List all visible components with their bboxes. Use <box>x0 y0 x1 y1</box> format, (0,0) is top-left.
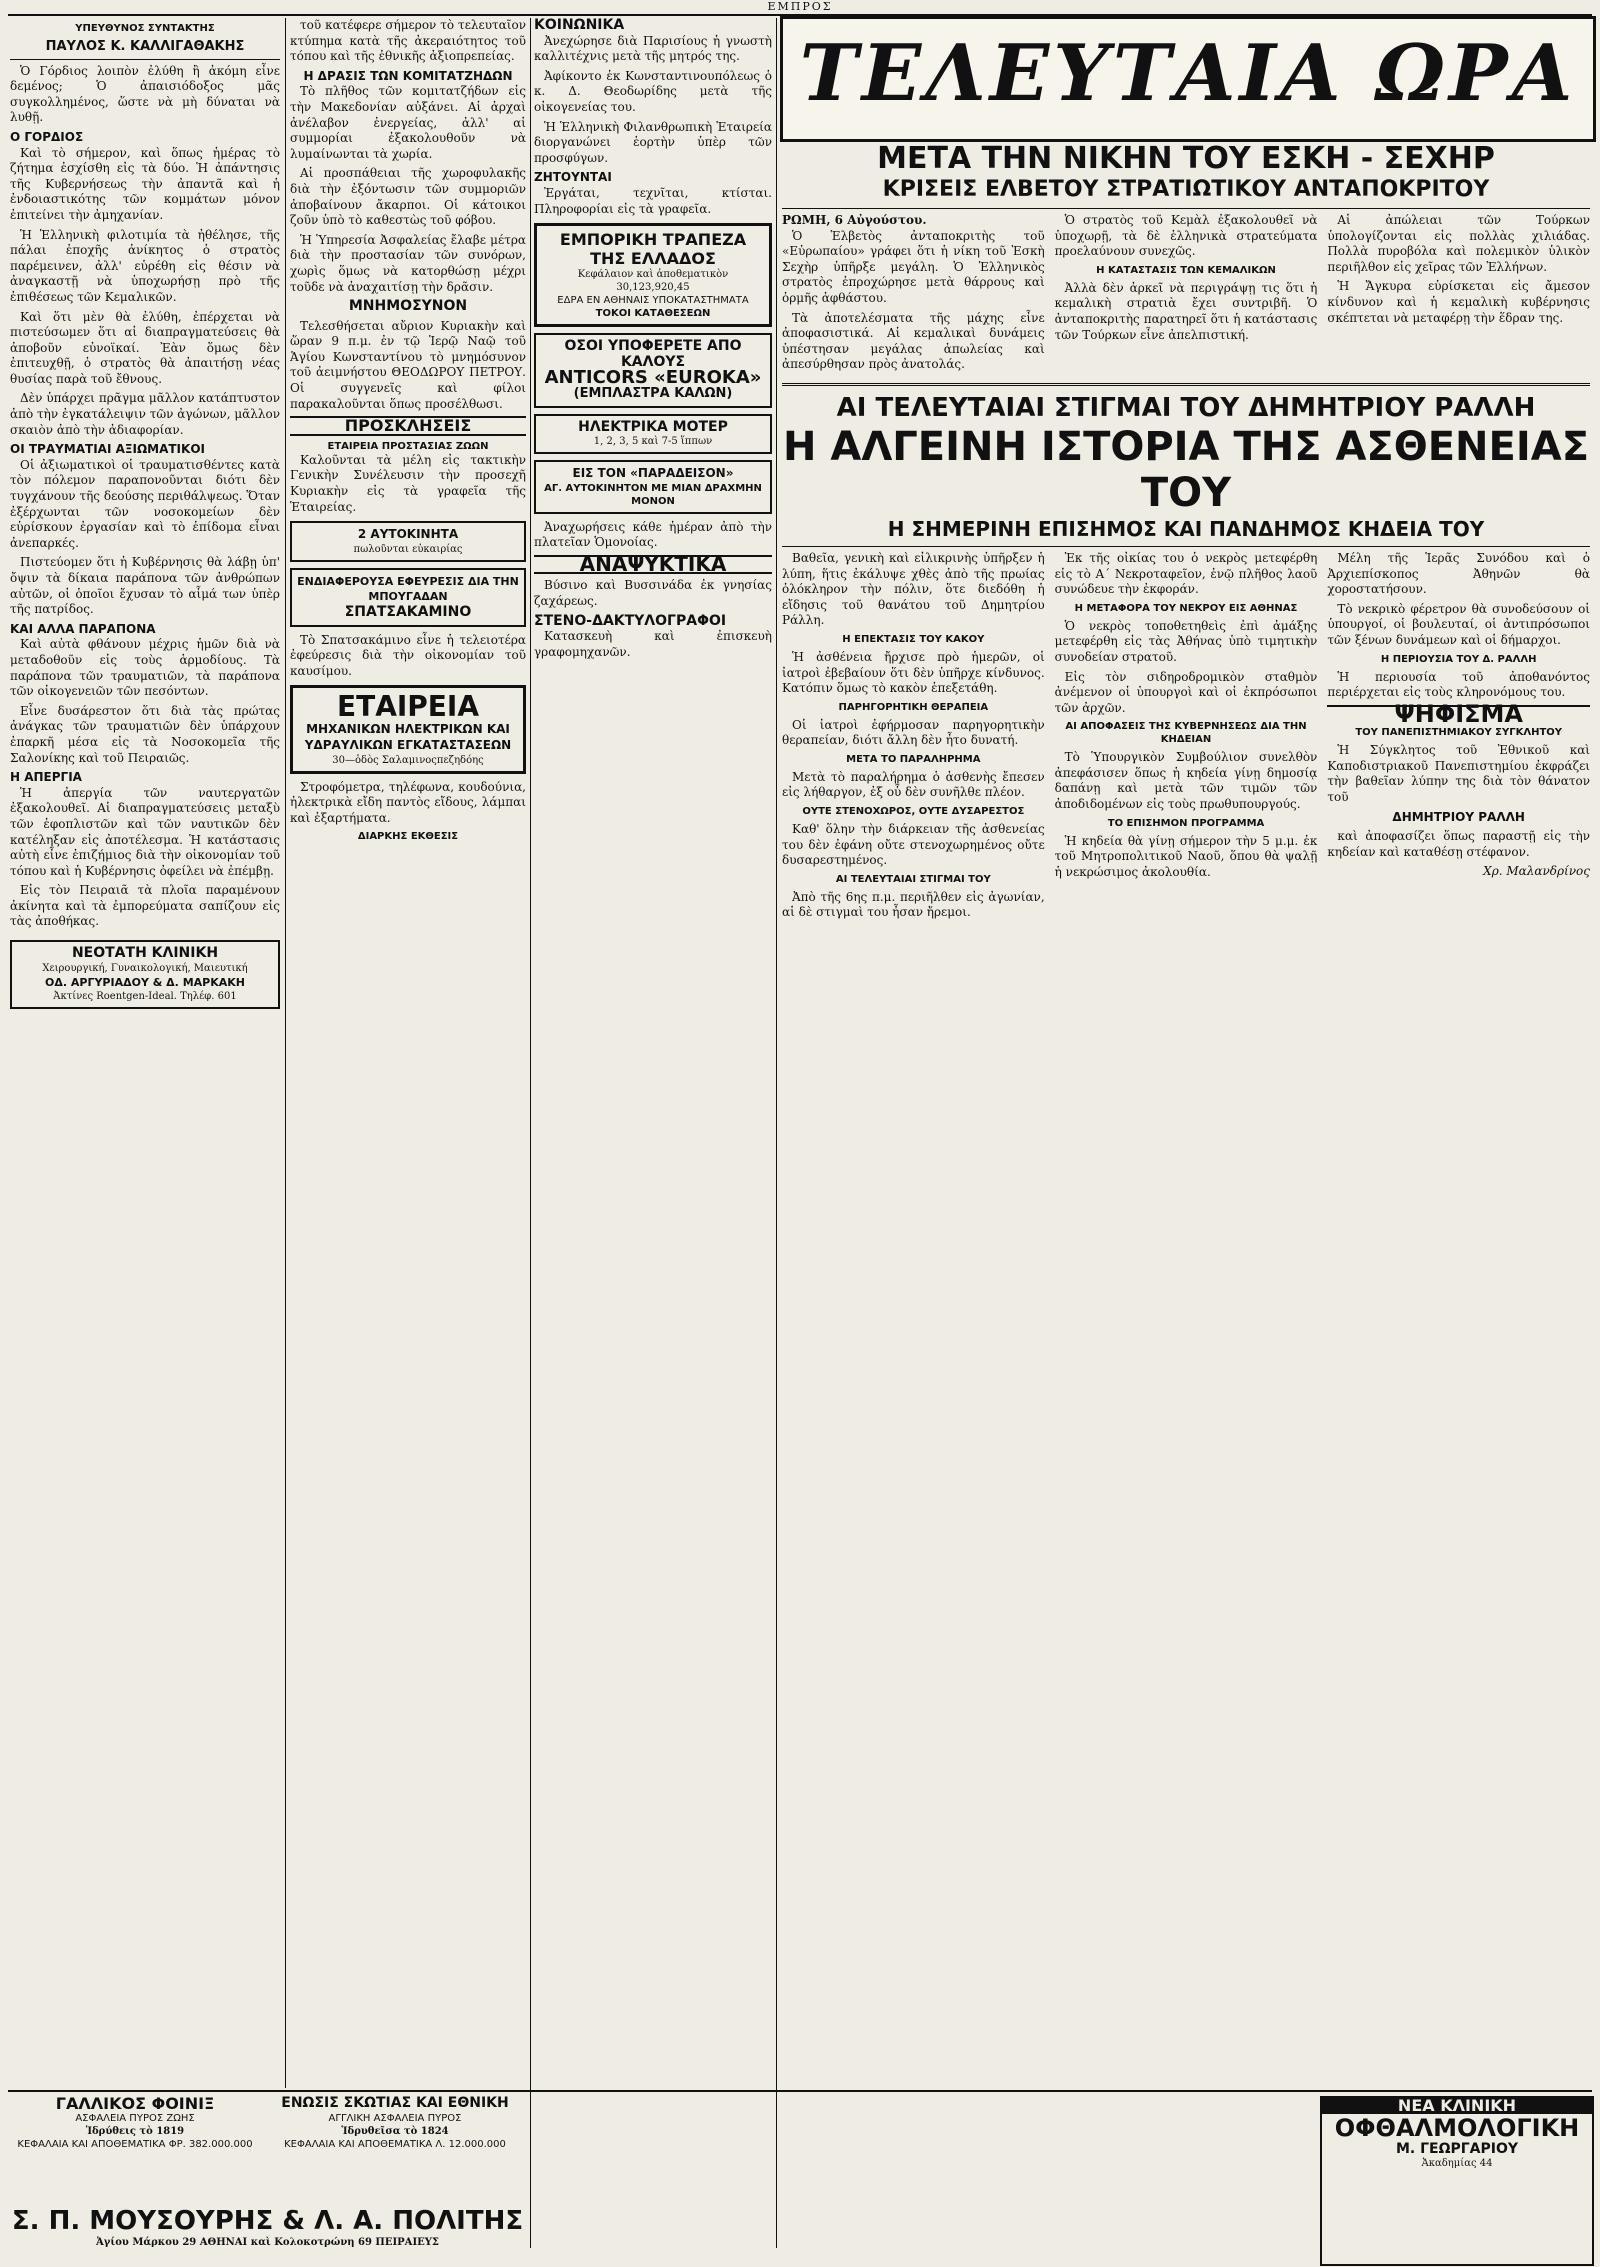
ad-etaireia <box>290 685 526 773</box>
ad-eye-clinic <box>1320 2096 1594 2266</box>
ad-skotia-sub: ΑΓΓΛΙΚΗ ΑΣΦΑΛΕΙΑ ΠΥΡΟΣ <box>328 2112 462 2124</box>
column-1: ΥΠΕΥΘΥΝΟΣ ΣΥΝΤΑΚΤΗΣ ΠΑΥΛΟΣ Κ. ΚΑΛΛΙΓΑΘΑΚΗΣ Ὁ Γόρδιος λοιπὸν ἐλύθη ἢ ἀκόμη εἶνε δεμένος; Ὁ ἀπαισιόδοξος μᾶς συγκολλημένος, ὥστε νὰ μὴ δύναται νὰ λυθῇ. Ο ΓΟΡΔΙΟΣ Καὶ τὸ σήμερον, καὶ ὅπως ἡμέρας τὸ ζήτημα ἐσχίσθη εἰς τὰ δύο. Ἡ ἀπάντησις τῆς Κυβερνήσεως τὴν ἀπαντᾶ καὶ ἡ ἐνδοιαστικότης τῶν κομμάτων μόνον ἐπιτείνει τὴν ἀμηχανίαν. Ἡ Ἑλληνικὴ φιλοτιμία τὰ ἠθέλησε, τῆς πάλαι ἐποχῆς ἀνίκητος ὁ στρατὸς παρέμεινεν, ἀλλ' εὑρέθη εἰς θέσιν νὰ ἀναγκαστῇ νὰ ὑποχωρήσῃ πρὸ τῆς ἐπιθέσεως τῶν Κεμαλικῶν. Καὶ ὅτι μὲν θὰ ἐλύθη, ἐπέρχεται νὰ πιστεύσωμεν ὅτι αἱ διαπραγματεύσεις θὰ ἀποβοῦν εὐνοϊκαί. Ἐὰν ὅμως δὲν ἐπιτευχθῇ, ὁ στρατὸς θὰ ἀπαιτήσῃ νέας θυσίας παρὰ τοῦ ἔθνους. Δὲν ὑπάρχει πρᾶγμα μᾶλλον κατάπτυστον ἀπὸ τὴν ἐγκατάλειψιν τῶν ἀγώνων, μᾶλλον σκαιὸν ἀπὸ τὴν ἀδιαφορίαν. ΟΙ ΤΡΑΥΜΑΤΙΑΙ ΑΞΙΩΜΑΤΙΚΟΙ Οἱ ἀξιωματικοὶ οἱ τραυματισθέντες κατὰ τὸν πόλεμον παραπονοῦνται διότι δὲν τυγχάνουν τῆς δεούσης περιθάλψεως. Ὅταν ἐξέρχωνται τῶν νοσοκομείων δὲν εὑρίσκουν ἐργασίαν καὶ τὸ ἐπίδομα εἶναι ἀνεπαρκές. Πιστεύομεν ὅτι ἡ Κυβέρνησις θὰ λάβῃ ὑπ' ὄψιν τὰ δίκαια παράπονα τῶν ἀνθρώπων αὐτῶν, οἱ ὁποῖοι ἔχυσαν τὸ αἷμά των ὑπὲρ τῆς πατρίδος. ΚΑΙ ΑΛΛΑ ΠΑΡΑΠΟΝΑ Καὶ αὐτὰ φθάνουν μέχρις ἡμῶν διὰ νὰ μεταδοθοῦν εἰς τοὺς ἁρμοδίους. Τὰ παράπονα τῶν τραυματιῶν, τὰ παράπονα τῶν οἰκογενειῶν τῶν πεσόντων. Εἶνε δυσάρεστον ὅτι διὰ τὰς πρώτας ἀνάγκας τῶν τραυματιῶν δὲν ὑπάρχουν ἐπαρκῆ μέσα εἰς τὰ Νοσοκομεῖα τῆς Σαλονίκης καὶ τοῦ Πειραιῶς. Η ΑΠΕΡΓΙΑ Ἡ ἀπεργία τῶν ναυτεργατῶν ἐξακολουθεῖ. Αἱ διαπραγματεύσεις μεταξὺ τῶν ἐφοπλιστῶν καὶ τῶν ναυτικῶν δὲν κατέληξαν εἰς ἀποτέλεσμα. Ἡ κατάστασις αὐτὴ εἶνε ἐπιζήμιος διὰ τὴν οἰκονομίαν τοῦ τόπου καὶ ἡ Κυβέρνησις ὀφείλει νὰ ἐπέμβῃ. Εἰς τὸν Πειραιᾶ τὰ πλοῖα παραμένουν ἀκίνητα καὶ τὰ ἐμπορεύματα σαπίζουν εἰς τὰς ἀποθήκας. ΝΕΟΤΑΤΗ ΚΛΙΝΙΚΗ Χειρουργική, Γυναικολογική, Μαιευτική ΟΔ. ΑΡΓΥΡΙΑΔΟΥ & Δ. ΜΑΡΚΑΚΗ Ἀκτίνες Roentgen-Ideal. Τηλέφ. 601 <box>10 18 280 2088</box>
section-prosklisis: ΠΡΟΣΚΛΗΣΕΙΣ <box>290 416 526 436</box>
ad-autokinita: 2 ΑΥΤΟΚΙΝΗΤΑ πωλοῦνται εὐκαιρίας <box>290 521 526 562</box>
sub-kemalikon: Η ΚΑΤΑΣΤΑΣΙΣ ΤΩΝ ΚΕΜΑΛΙΚΩΝ <box>1096 264 1276 276</box>
section-mnimosyno: ΜΝΗΜΟΣΥΝΟΝ <box>348 298 468 315</box>
ad-galliko-year: Ἱδρύθεις τὸ 1819 <box>85 2125 185 2137</box>
sub-apofaseis: ΑΙ ΑΠΟΦΑΣΕΙΣ ΤΗΣ ΚΥΒΕΡΝΗΣΕΩΣ ΔΙΑ ΤΗΝ ΚΗΔΕΙΑΝ <box>1065 721 1307 746</box>
ad-spatsakamino: ΣΠΑΤΣΑΚΑΜΙΝΟ <box>344 604 472 620</box>
ad-eye-clinic-title: ΟΦΘΑΛΜΟΛΟΓΙΚΗ <box>1334 2113 1580 2142</box>
ad-kalous <box>534 333 772 407</box>
sub-metafora: Η ΜΕΤΑΦΟΡΑ ΤΟΥ ΝΕΚΡΟΥ ΕΙΣ ΑΘΗΝΑΣ <box>1074 602 1298 614</box>
section-gordios: Ο ΓΟΡΔΙΟΣ <box>10 129 84 144</box>
sub-epektasis: Η ΕΠΕΚΤΑΣΙΣ ΤΟΥ ΚΑΚΟΥ <box>842 633 985 645</box>
ad-kalous-title: ΟΣΟΙ ΥΠΟΦΕΡΕΤΕ ΑΠΟ ΚΑΛΟΥΣ <box>564 338 742 370</box>
ad-motor <box>534 414 772 455</box>
ad-anayktika: ΑΝΑΨΥΚΤΙΚΑ <box>534 555 772 575</box>
ad-clinic-address: Ἀκτίνες Roentgen-Ideal. Τηλέφ. 601 <box>53 991 237 1003</box>
headline-5: Η ΣΗΜΕΡΙΝΗ ΕΠΙΣΗΜΟΣ ΚΑΙ ΠΑΝΔΗΜΟΣ ΚΗΔΕΙΑ ΤΟΥ <box>887 516 1485 541</box>
ad-galliko-cap: ΚΕΦΑΛΑΙΑ ΚΑΙ ΑΠΟΘΕΜΑΤΙΚΑ ΦΡ. 382.000.000 <box>17 2138 253 2150</box>
banner-box <box>780 16 1596 142</box>
sub-stenochoros: ΟΥΤΕ ΣΤΕΝΟΧΩΡΟΣ, ΟΥΤΕ ΔΥΣΑΡΕΣΤΟΣ <box>802 806 1025 818</box>
ad-eye-clinic-new: ΝΕΑ ΚΛΙΝΙΚΗ <box>1322 2098 1592 2114</box>
ad-eye-clinic-doctor: Μ. ΓΕΩΡΓΑΡΙΟΥ <box>1395 2140 1519 2157</box>
ad-trapeza-title: ΕΜΠΟΡΙΚΗ ΤΡΑΠΕΖΑ ΤΗΣ ΕΛΛΑΔΟΣ <box>559 230 747 269</box>
column-2: τοῦ κατέφερε σήμερον τὸ τελευταῖον κτύπημα κατὰ τῆς ἀκεραιότητος τοῦ τόπου καὶ τῆς ἐθνικῆς ἀξιοπρεπείας. Η ΔΡΑΣΙΣ ΤΩΝ ΚΟΜΙΤΑΤΖΗΔΩΝ Τὸ πλῆθος τῶν κομιτατζήδων εἰς τὴν Μακεδονίαν αὐξάνει. Αἱ ἀρχαὶ ἀνέλαβον ἐνεργείας, ἀλλ' αἱ συμμορίαι ἐξακολουθοῦν νὰ λυμαίνωνται τὰ χωρία. Αἱ προσπάθειαι τῆς χωροφυλακῆς διὰ τὴν ἐξόντωσιν τῶν συμμοριῶν ἀποβαίνουν ἄκαρποι. Οἱ κάτοικοι ζοῦν ὑπὸ τὸ καθεστὼς τοῦ φόβου. Ἡ Ὑπηρεσία Ἀσφαλείας ἔλαβε μέτρα διὰ τὴν προστασίαν τῶν συνόρων, χωρὶς ὅμως νὰ κατορθώσῃ μέχρι τοῦδε νὰ ἀναχαιτίσῃ τὴν δρᾶσιν. ΜΝΗΜΟΣΥΝΟΝ Τελεσθήσεται αὔριον Κυριακὴν καὶ ὥραν 9 π.μ. ἐν τῷ Ἱερῷ Ναῷ τοῦ Ἁγίου Κωνσταντίνου τὸ μνημόσυνον τοῦ ἀειμνήστου ΘΕΟΔΩΡΟΥ ΠΕΤΡΟΥ. Οἱ συγγενεῖς καὶ φίλοι παρακαλοῦνται ὅπως προσέλθωσι. ΠΡΟΣΚΛΗΣΕΙΣ ΕΤΑΙΡΕΙΑ ΠΡΟΣΤΑΣΙΑΣ ΖΩΩΝ Καλοῦνται τὰ μέλη εἰς τακτικὴν Γενικὴν Συνέλευσιν τὴν προσεχῆ Κυριακὴν εἰς τὰ γραφεῖα τῆς Ἑταιρείας. 2 ΑΥΤΟΚΙΝΗΤΑ πωλοῦνται εὐκαιρίας ΕΝΔΙΑΦΕΡΟΥΣΑ ΕΦΕΥΡΕΣΙΣ ΔΙΑ ΤΗΝ ΜΠΟΥΓΑΔΑΝ ΣΠΑΤΣΑΚΑΜΙΝΟ Τὸ Σπατσακάμινο εἶνε ἡ τελειοτέρα ἐφεύρεσις διὰ τὴν οἰκονομίαν τοῦ καυσίμου. ΕΤΑΙΡΕΙΑ ΜΗΧΑΝΙΚΩΝ ΗΛΕΚΤΡΙΚΩΝ ΚΑΙ ΥΔΡΑΥΛΙΚΩΝ ΕΓΚΑΤΑΣΤΑΣΕΩΝ 30—ὁδὸς Σαλαμινοςπεζηδόης Στροφόμετρα, τηλέφωνα, κουδούνια, ἠλεκτρικὰ εἴδη παντὸς εἴδους, λάμπαι καὶ ἐξαρτήματα. ΔΙΑΡΚΗΣ ΕΚΘΕΣΙΣ <box>290 18 526 843</box>
ad-paradeisos <box>534 460 772 514</box>
headline-4: Η ΑΛΓΕΙΝΗ ΙΣΤΟΡΙΑ ΤΗΣ ΑΣΘΕΝΕΙΑΣ ΤΟΥ <box>782 423 1590 516</box>
prosklisis-sub: ΕΤΑΙΡΕΙΑ ΠΡΟΣΤΑΣΙΑΣ ΖΩΩΝ <box>327 440 489 452</box>
sub-periousia: Η ΠΕΡΙΟΥΣΙΑ ΤΟΥ Δ. ΡΑΛΛΗ <box>1380 653 1537 665</box>
sub-parakmi: ΜΕΤΑ ΤΟ ΠΑΡΑΛΗΡΗΜΑ <box>846 753 981 765</box>
ad-skotia-cap: ΚΕΦΑΛΑΙΑ ΚΑΙ ΑΠΟΘΕΜΑΤΙΚΑ Λ. 12.000.000 <box>284 2138 506 2150</box>
ad-clinic: ΝΕΟΤΑΤΗ ΚΛΙΝΙΚΗ Χειρουργική, Γυναικολογική, Μαιευτική ΟΔ. ΑΡΓΥΡΙΑΔΟΥ & Δ. ΜΑΡΚΑΚΗ Ἀκτίνες Roentgen-Ideal. Τηλέφ. 601 <box>10 940 280 1009</box>
section-apergia: Η ΑΠΕΡΓΙΑ <box>10 770 82 785</box>
column-divider <box>285 18 286 2088</box>
ad-autokinito: ΑΓ. ΑΥΤΟΚΙΝΗΤΟΝ ΜΕ ΜΙΑΝ ΔΡΑΧΜΗΝ ΜΟΝΟΝ <box>544 482 762 507</box>
banner-title: ΤΕΛΕΥΤΑΙΑ ΩΡΑ <box>799 28 1577 119</box>
ad-anticors: ANTICORS «EUROKA» <box>544 367 762 389</box>
ad-anticors-sub: (ΕΜΠΛΑΣΤΡΑ ΚΑΛΩΝ) <box>573 385 733 401</box>
column-3: ΚΟΙΝΩΝΙΚΑ Ἀνεχώρησε διὰ Παρισίους ἡ γνωστὴ καλλιτέχνις μετὰ τῆς μητρός της. Ἀφίκοντο ἐκ Κωνσταντινουπόλεως ὁ κ. Δ. Θεοδωρίδης μετὰ τῆς οἰκογενείας του. Ἡ Ἑλληνικὴ Φιλανθρωπικὴ Ἑταιρεία διοργανώνει ἑορτὴν ὑπὲρ τῶν προσφύγων. ΖΗΤΟΥΝΤΑΙ Ἐργάται, τεχνῖται, κτίσται. Πληροφορίαι εἰς τὰ γραφεῖα. ΕΜΠΟΡΙΚΗ ΤΡΑΠΕΖΑ ΤΗΣ ΕΛΛΑΔΟΣ Κεφάλαιον καὶ ἀποθεματικὸν 30,123,920,45 ΕΔΡΑ ΕΝ ΑΘΗΝΑΙΣ ΥΠΟΚΑΤΑΣΤΗΜΑΤΑ ΤΟΚΟΙ ΚΑΤΑΘΕΣΕΩΝ ΟΣΟΙ ΥΠΟΦΕΡΕΤΕ ΑΠΟ ΚΑΛΟΥΣ ANTICORS «EUROKA» (ΕΜΠΛΑΣΤΡΑ ΚΑΛΩΝ) ΗΛΕΚΤΡΙΚΑ ΜΟΤΕΡ 1, 2, 3, 5 καὶ 7-5 ἵππων ΕΙΣ ΤΟΝ «ΠΑΡΑΔΕΙΣΟΝ» ΑΓ. ΑΥΤΟΚΙΝΗΤΟΝ ΜΕ ΜΙΑΝ ΔΡΑΧΜΗΝ ΜΟΝΟΝ Ἀναχωρήσεις κάθε ἡμέραν ἀπὸ τὴν πλατεῖαν Ὁμονοίας. ΑΝΑΨΥΚΤΙΚΑ Βύσινο καὶ Βυσσινάδα ἐκ γνησίας ζαχάρεως. ΣΤΕΝΟ-ΔΑΚΤΥΛΟΓΡΑΦΟΙ Κατασκευὴ καὶ ἐπισκευὴ γραφομηχανῶν. <box>534 18 772 659</box>
psifisma-sub: ΤΟΥ ΠΑΝΕΠΙΣΤΗΜΙΑΚΟΥ ΣΥΓΚΛΗΤΟΥ <box>1355 727 1563 739</box>
ad-skotia-title: ΕΝΩΣΙΣ ΣΚΩΤΙΑΣ ΚΑΙ ΕΘΝΙΚΗ <box>281 2096 509 2111</box>
ad-motor-spec: 1, 2, 3, 5 καὶ 7-5 ἵππων <box>593 436 713 448</box>
headline-3: ΑΙ ΤΕΛΕΥΤΑΙΑΙ ΣΤΙΓΜΑΙ ΤΟΥ ΔΗΜΗΤΡΙΟΥ ΡΑΛΛΗ <box>836 392 1536 423</box>
headline-1: ΜΕΤΑ ΤΗΝ ΝΙΚΗΝ ΤΟΥ ΕΣΚΗ - ΣΕΧΗΡ <box>877 142 1495 176</box>
psifisma: ΨΗΦΙΣΜΑ <box>1327 705 1590 723</box>
headline-2: ΚΡΙΣΕΙΣ ΕΛΒΕΤΟΥ ΣΤΡΑΤΙΩΤΙΚΟΥ ΑΝΤΑΠΟΚΡΙΤΟΥ <box>882 177 1490 202</box>
ad-skotia <box>270 2096 520 2206</box>
ad-efevresis <box>290 568 526 627</box>
ad-agents-name: Σ. Π. ΜΟΥΣΟΥΡΗΣ & Λ. Α. ΠΟΛΙΤΗΣ <box>11 2206 524 2236</box>
section-drasis: Η ΔΡΑΣΙΣ ΤΩΝ ΚΟΜΙΤΑΤΖΗΔΩΝ <box>303 68 513 83</box>
ad-trapeza-hq: ΕΔΡΑ ΕΝ ΑΘΗΝΑΙΣ ΥΠΟΚΑΤΑΣΤΗΜΑΤΑ <box>557 295 749 307</box>
byline-title: ΥΠΕΥΘΥΝΟΣ ΣΥΝΤΑΚΤΗΣ <box>75 23 215 34</box>
masthead: ΕΜΠΡΟΣ <box>767 0 833 13</box>
ad-galliko-title: ΓΑΛΛΙΚΟΣ ΦΟΙΝΙΞ <box>55 2096 215 2113</box>
byline-name: ΠΑΥΛΟΣ Κ. ΚΑΛΛΙΓΑΘΑΚΗΣ <box>45 39 245 54</box>
ad-steno: ΣΤΕΝΟ-ΔΑΚΤΥΛΟΓΡΑΦΟΙ <box>534 612 727 629</box>
ad-trapeza-capital: Κεφάλαιον καὶ ἀποθεματικὸν 30,123,920,45 <box>577 269 729 294</box>
zitountai: ΖΗΤΟΥΝΤΑΙ <box>534 170 612 185</box>
column-divider <box>776 18 777 2248</box>
sub-stigmai: ΑΙ ΤΕΛΕΥΤΑΙΑΙ ΣΤΙΓΜΑΙ ΤΟΥ <box>835 873 991 885</box>
ad-agents-address: Ἀγίου Μάρκου 29 ΑΘΗΝΑΙ καὶ Κολοκοτρώνη 69 ΠΕΙΡΑΙΕΥΣ <box>96 2237 439 2248</box>
section-parapona: ΚΑΙ ΑΛΛΑ ΠΑΡΑΠΟΝΑ <box>10 621 156 636</box>
ad-motor-title: ΗΛΕΚΤΡΙΚΑ ΜΟΤΕΡ <box>578 418 728 435</box>
front-news: ΜΕΤΑ ΤΗΝ ΝΙΚΗΝ ΤΟΥ ΕΣΚΗ - ΣΕΧΗΡ ΚΡΙΣΕΙΣ ΕΛΒΕΤΟΥ ΣΤΡΑΤΙΩΤΙΚΟΥ ΑΝΤΑΠΟΚΡΙΤΟΥ ΡΩΜΗ, 6 Αὐγούστου. Ὁ Ἑλβετὸς ἀνταποκριτὴς τοῦ «Εὐρωπαίου» γράφει ὅτι ἡ νίκη τοῦ Ἐσκὴ Σεχὴρ ὑπῆρξε μεγάλη. Ὁ Ἑλληνικὸς στρατὸς ἐπροχώρησε μετὰ θάρρους καὶ ὁρμῆς ἀφθάστου. Τὰ ἀποτελέσματα τῆς μάχης εἶνε ἀποφασιστικά. Αἱ κεμαλικαὶ δυνάμεις ὑπέστησαν μεγάλας ἀπωλείας καὶ ἀπεσύρθησαν πρὸς ἀνατολάς. Ὁ στρατὸς τοῦ Κεμὰλ ἐξακολουθεῖ νὰ ὑποχωρῇ, τὰ δὲ ἑλληνικὰ στρατεύματα προελαύνουν συνεχῶς. Η ΚΑΤΑΣΤΑΣΙΣ ΤΩΝ ΚΕΜΑΛΙΚΩΝ Ἀλλὰ δὲν ἀρκεῖ νὰ περιγράψῃ τις ὅτι ἡ κεμαλικὴ στρατιὰ ἔχει συντριβῆ. Ὁ ἀνταποκριτὴς παρατηρεῖ ὅτι ἡ κατάστασις τῶν Τούρκων εἶνε ἀπελπιστική. Αἱ ἀπώλειαι τῶν Τούρκων ὑπολογίζονται εἰς πολλὰς χιλιάδας. Πολλὰ πυροβόλα καὶ πολεμικὸν ὑλικὸν περιῆλθον εἰς χεῖρας τῶν Ἑλλήνων. Ἡ Ἄγκυρα εὑρίσκεται εἰς ἄμεσον κίνδυνον καὶ ἡ κεμαλικὴ κυβέρνησις σκέπτεται νὰ μεταφέρῃ τὴν ἕδραν της. ΑΙ ΤΕΛΕΥΤΑΙΑΙ ΣΤΙΓΜΑΙ ΤΟΥ ΔΗΜΗΤΡΙΟΥ ΡΑΛΛΗ Η ΑΛΓΕΙΝΗ ΙΣΤΟΡΙΑ ΤΗΣ ΑΣΘΕΝΕΙΑΣ ΤΟΥ Η ΣΗΜΕΡΙΝΗ ΕΠΙΣΗΜΟΣ ΚΑΙ ΠΑΝΔΗΜΟΣ ΚΗΔΕΙΑ ΤΟΥ Βαθεῖα, γενικὴ καὶ εἰλικρινὴς ὑπῆρξεν ἡ λύπη, ἥτις ἐκάλυψε χθὲς ἀπὸ τῆς πρωίας ὁλόκληρον τὴν πόλιν, ὅτε διεδόθη ἡ εἴδησις τοῦ θανάτου τοῦ Δημητρίου Ράλλη. Η ΕΠΕΚΤΑΣΙΣ ΤΟΥ ΚΑΚΟΥ Ἡ ἀσθένεια ἤρχισε πρὸ ἡμερῶν, οἱ ἰατροὶ ἐβεβαίουν ὅτι δὲν ὑπῆρχε κίνδυνος. Κατόπιν ὅμως τὸ κακὸν ἐπεξετάθη. ΠΑΡΗΓΟΡΗΤΙΚΗ ΘΕΡΑΠΕΙΑ Οἱ ἰατροὶ ἐφήρμοσαν παρηγορητικὴν θεραπείαν, διότι ἄλλη δὲν ἦτο δυνατή. ΜΕΤΑ ΤΟ ΠΑΡΑΛΗΡΗΜΑ Μετὰ τὸ παραλήρημα ὁ ἀσθενὴς ἔπεσεν εἰς λήθαργον, ἐξ οὗ δὲν συνῆλθε πλέον. ΟΥΤΕ ΣΤΕΝΟΧΩΡΟΣ, ΟΥΤΕ ΔΥΣΑΡΕΣΤΟΣ Καθ' ὅλην τὴν διάρκειαν τῆς ἀσθενείας του δὲν ἐφάνη οὔτε στενοχωρημένος οὔτε δυσαρεστημένος. ΑΙ ΤΕΛΕΥΤΑΙΑΙ ΣΤΙΓΜΑΙ ΤΟΥ Ἀπὸ τῆς 6ης π.μ. περιῆλθεν εἰς ἀγωνίαν, αἱ δὲ στιγμαὶ του ἦσαν ἤρεμοι. Ἐκ τῆς οἰκίας του ὁ νεκρὸς μετεφέρθη εἰς τὸ Α΄ Νεκροταφεῖον, ἐνῷ πλῆθος λαοῦ συνώδευε τὴν ἐκφοράν. Η ΜΕΤΑΦΟΡΑ ΤΟΥ ΝΕΚΡΟΥ ΕΙΣ ΑΘΗΝΑΣ Ὁ νεκρὸς τοποθετηθεὶς ἐπὶ ἁμάξης μετεφέρθη εἰς τὰς Ἀθήνας ὑπὸ τιμητικὴν συνοδείαν στρατοῦ. Εἰς τὸν σιδηροδρομικὸν σταθμὸν ἀνέμενον οἱ ὑπουργοὶ καὶ οἱ ἐκπρόσωποι τῶν ἀρχῶν. ΑΙ ΑΠΟΦΑΣΕΙΣ ΤΗΣ ΚΥΒΕΡΝΗΣΕΩΣ ΔΙΑ ΤΗΝ ΚΗΔΕΙΑΝ Τὸ Ὑπουργικὸν Συμβούλιον συνελθὸν ἀπεφάσισεν ὅπως ἡ κηδεία γίνῃ δημοσίᾳ δαπάνῃ καὶ μετὰ τῶν τιμῶν τῶν ἀποδιδομένων εἰς τοὺς πρωθυπουργούς. ΤΟ ΕΠΙΣΗΜΟΝ ΠΡΟΓΡΑΜΜΑ Ἡ κηδεία θὰ γίνῃ σήμερον τὴν 5 μ.μ. ἐκ τοῦ Μητροπολιτικοῦ Ναοῦ, ὅπου θὰ ψαλῇ ἡ νεκρώσιμος ἀκολουθία. Μέλη τῆς Ἱερᾶς Συνόδου καὶ ὁ Ἀρχιεπίσκοπος Ἀθηνῶν θὰ χοροστατήσουν. Τὸ νεκρικὸ φέρετρον θὰ συνοδεύσουν οἱ ὑπουργοί, οἱ βουλευταί, οἱ ἀντιπρόσωποι τῶν ξένων δυνάμεων καὶ οἱ δήμαρχοι. Η ΠΕΡΙΟΥΣΙΑ ΤΟΥ Δ. ΡΑΛΛΗ Ἡ περιουσία τοῦ ἀποθανόντος περιέρχεται εἰς τοὺς κληρονόμους του. ΨΗΦΙΣΜΑ ΤΟΥ ΠΑΝΕΠΙΣΤΗΜΙΑΚΟΥ ΣΥΓΚΛΗΤΟΥ Ἡ Σύγκλητος τοῦ Ἐθνικοῦ καὶ Καποδιστριακοῦ Πανεπιστημίου ἐκφράζει τὴν βαθεῖαν λύπην της διὰ τὸν θάνατον τοῦ ΔΗΜΗΤΡΙΟΥ ΡΑΛΛΗ καὶ ἀποφασίζει ὅπως παραστῇ εἰς τὴν κηδείαν καὶ καταθέσῃ στέφανον. Χρ. Μαλανδρίνος <box>782 142 1590 920</box>
ad-galliko <box>10 2096 260 2206</box>
ad-etaireia-title: ΕΤΑΙΡΕΙΑ <box>336 690 480 724</box>
ad-clinic-title: ΝΕΟΤΑΤΗ ΚΛΙΝΙΚΗ <box>71 945 219 962</box>
ad-diarkis: ΔΙΑΡΚΗΣ ΕΚΘΕΣΙΣ <box>357 831 459 843</box>
ad-skotia-year: Ἱδρυθεῖσα τὸ 1824 <box>341 2125 449 2137</box>
ad-etaireia-address: 30—ὁδὸς Σαλαμινοςπεζηδόης <box>332 754 484 766</box>
section-traumatiai: ΟΙ ΤΡΑΥΜΑΤΙΑΙ ΑΞΙΩΜΑΤΙΚΟΙ <box>10 442 205 457</box>
ad-paradeisos-title: ΕΙΣ ΤΟΝ «ΠΑΡΑΔΕΙΣΟΝ» <box>572 466 734 481</box>
ad-efevresis-title: ΕΝΔΙΑΦΕΡΟΥΣΑ ΕΦΕΥΡΕΣΙΣ ΔΙΑ ΤΗΝ ΜΠΟΥΓΑΔΑΝ <box>297 574 519 604</box>
section-koinonika: ΚΟΙΝΩΝΙΚΑ <box>534 18 625 33</box>
ad-autokinita-title: 2 ΑΥΤΟΚΙΝΗΤΑ <box>357 527 459 542</box>
ad-eye-clinic-address: Ἀκαδημίας 44 <box>1421 2158 1493 2170</box>
column-divider <box>530 18 531 2248</box>
ad-agents <box>10 2206 525 2262</box>
dateline: ΡΩΜΗ, 6 Αὐγούστου. <box>782 213 927 227</box>
ad-trapeza-tokoi: ΤΟΚΟΙ ΚΑΤΑΘΕΣΕΩΝ <box>595 308 711 320</box>
sub-programma: ΤΟ ΕΠΙΣΗΜΟΝ ΠΡΟΓΡΑΜΜΑ <box>1107 817 1265 829</box>
sub-therapeia: ΠΑΡΗΓΟΡΗΤΙΚΗ ΘΕΡΑΠΕΙΑ <box>838 701 989 713</box>
bottom-rule <box>8 2090 1592 2092</box>
ad-galliko-sub: ΑΣΦΑΛΕΙΑ ΠΥΡΟΣ ΖΩΗΣ <box>75 2112 195 2124</box>
ad-clinic-names: ΟΔ. ΑΡΓΥΡΙΑΔΟΥ & Δ. ΜΑΡΚΑΚΗ <box>45 975 245 989</box>
psifisma-signer: Χρ. Μαλανδρίνος <box>1483 864 1590 879</box>
ad-etaireia-sub: ΜΗΧΑΝΙΚΩΝ ΗΛΕΚΤΡΙΚΩΝ ΚΑΙ ΥΔΡΑΥΛΙΚΩΝ ΕΓΚΑΤΑΣΤΑΣΕΩΝ <box>304 722 512 752</box>
ad-trapeza <box>534 223 772 327</box>
psifisma-name: ΔΗΜΗΤΡΙΟΥ ΡΑΛΛΗ <box>1392 809 1525 824</box>
